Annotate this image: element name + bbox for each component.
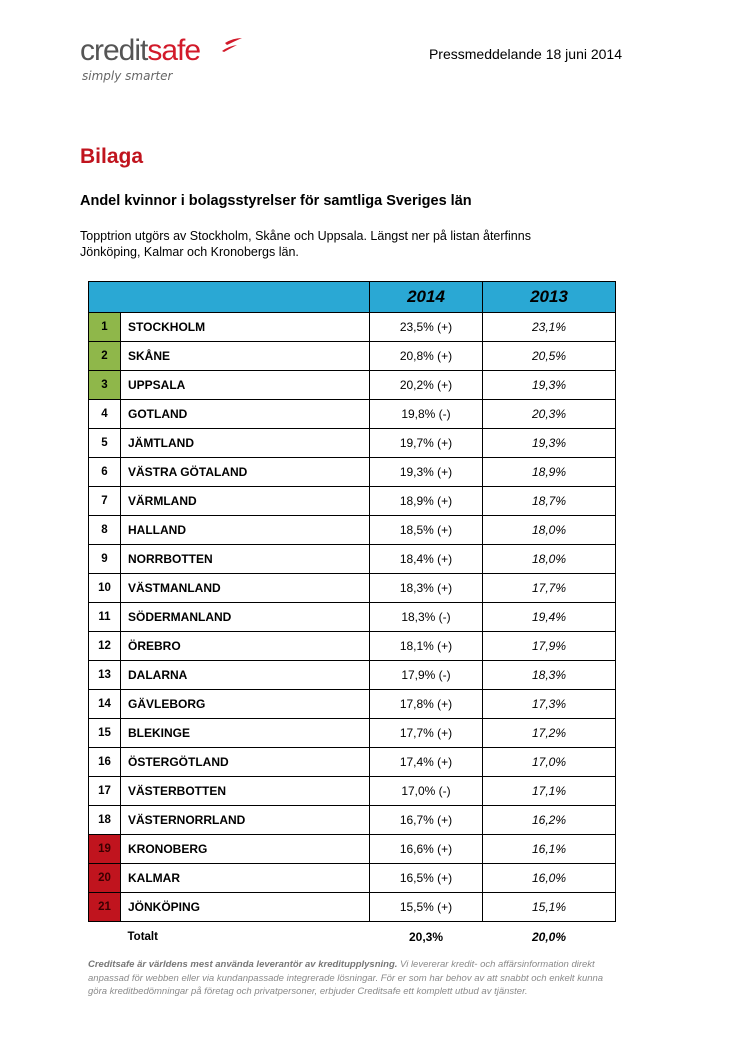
value-2014-cell: 19,3% (+) xyxy=(370,458,483,487)
table-row xyxy=(89,487,616,516)
logo-wordmark: creditsafe xyxy=(80,34,201,67)
table-row xyxy=(89,748,616,777)
table-row xyxy=(89,574,616,603)
county-cell: VÄSTRA GÖTALAND xyxy=(121,458,370,487)
value-2013-cell: 17,2% xyxy=(483,719,616,748)
value-2014-cell: 18,4% (+) xyxy=(370,545,483,574)
county-cell: VÄSTERNORRLAND xyxy=(121,806,370,835)
table-row xyxy=(89,719,616,748)
county-cell: SKÅNE xyxy=(121,342,370,371)
county-cell: ÖREBRO xyxy=(121,632,370,661)
value-2013-cell: 17,3% xyxy=(483,690,616,719)
rank-cell: 12 xyxy=(89,632,121,661)
rank-cell: 7 xyxy=(89,487,121,516)
rank-cell: 21 xyxy=(89,893,121,922)
rank-cell: 4 xyxy=(89,400,121,429)
county-cell: VÄSTMANLAND xyxy=(121,574,370,603)
value-2014-cell: 18,9% (+) xyxy=(370,487,483,516)
county-cell: KALMAR xyxy=(121,864,370,893)
value-2013-cell: 20,5% xyxy=(483,342,616,371)
rank-cell: 6 xyxy=(89,458,121,487)
county-cell: JÖNKÖPING xyxy=(121,893,370,922)
table-row xyxy=(89,603,616,632)
rank-cell: 3 xyxy=(89,371,121,400)
header-2013: 2013 xyxy=(483,282,616,313)
value-2014-cell: 15,5% (+) xyxy=(370,893,483,922)
county-cell: NORRBOTTEN xyxy=(121,545,370,574)
table-row xyxy=(89,458,616,487)
logo-tagline: simply smarter xyxy=(82,69,173,83)
table-row xyxy=(89,632,616,661)
footer-text xyxy=(88,958,618,999)
value-2013-cell: 17,0% xyxy=(483,748,616,777)
value-2014-cell: 16,7% (+) xyxy=(370,806,483,835)
table-row xyxy=(89,777,616,806)
footer-body: Vi levererar kredit- och affärsinformation direkt anpassad för webben eller via kundanpassade integrerade lösningar. För er som har behov av att snabbt och enkelt kunna göra kreditbedömningar på företag och privatpersoner, erbjuder Creditsafe ett komplett utbud av tjänster. xyxy=(88,959,604,997)
value-2013-cell: 16,0% xyxy=(483,864,616,893)
value-2013-cell: 20,3% xyxy=(483,400,616,429)
county-cell: HALLAND xyxy=(121,516,370,545)
value-2013-cell: 17,7% xyxy=(483,574,616,603)
value-2014-cell: 17,8% (+) xyxy=(370,690,483,719)
rank-cell: 19 xyxy=(89,835,121,864)
rank-cell: 9 xyxy=(89,545,121,574)
rank-cell: 1 xyxy=(89,313,121,342)
value-2014-cell: 16,6% (+) xyxy=(370,835,483,864)
value-2013-cell: 18,9% xyxy=(483,458,616,487)
table-row xyxy=(89,864,616,893)
rank-cell: 14 xyxy=(89,690,121,719)
county-ranking-table xyxy=(88,281,616,951)
value-2013-cell: 18,7% xyxy=(483,487,616,516)
county-cell: VÄSTERBOTTEN xyxy=(121,777,370,806)
county-cell: UPPSALA xyxy=(121,371,370,400)
county-cell: GÄVLEBORG xyxy=(121,690,370,719)
value-2013-cell: 18,3% xyxy=(483,661,616,690)
value-2013-cell: 19,3% xyxy=(483,429,616,458)
county-cell: KRONOBERG xyxy=(121,835,370,864)
table-row xyxy=(89,429,616,458)
table-row xyxy=(89,371,616,400)
table-row xyxy=(89,342,616,371)
value-2013-cell: 16,1% xyxy=(483,835,616,864)
rank-cell: 15 xyxy=(89,719,121,748)
table-body xyxy=(89,313,616,922)
value-2013-cell: 18,0% xyxy=(483,545,616,574)
value-2013-cell: 16,2% xyxy=(483,806,616,835)
value-2014-cell: 17,9% (-) xyxy=(370,661,483,690)
rank-cell: 17 xyxy=(89,777,121,806)
value-2014-cell: 20,2% (+) xyxy=(370,371,483,400)
value-2013-cell: 17,9% xyxy=(483,632,616,661)
rank-cell: 18 xyxy=(89,806,121,835)
value-2014-cell: 17,0% (-) xyxy=(370,777,483,806)
value-2013-cell: 23,1% xyxy=(483,313,616,342)
table-row xyxy=(89,313,616,342)
creditsafe-logo xyxy=(80,34,260,86)
table-row xyxy=(89,893,616,922)
table-row xyxy=(89,545,616,574)
value-2014-cell: 18,3% (+) xyxy=(370,574,483,603)
intro-text: Topptrion utgörs av Stockholm, Skåne och Uppsala. Längst ner på listan återfinns Jönköping, Kalmar och Kronobergs län. xyxy=(80,229,531,259)
page-subtitle: Andel kvinnor i bolagsstyrelser för samtliga Sveriges län xyxy=(80,193,472,209)
rank-cell: 13 xyxy=(89,661,121,690)
value-2014-cell: 18,5% (+) xyxy=(370,516,483,545)
header-rank-cell xyxy=(89,282,121,313)
value-2014-cell: 19,7% (+) xyxy=(370,429,483,458)
table-row xyxy=(89,835,616,864)
county-cell: SÖDERMANLAND xyxy=(121,603,370,632)
rank-cell: 5 xyxy=(89,429,121,458)
value-2014-cell: 17,7% (+) xyxy=(370,719,483,748)
value-2014-cell: 23,5% (+) xyxy=(370,313,483,342)
county-cell: DALARNA xyxy=(121,661,370,690)
value-2013-cell: 19,4% xyxy=(483,603,616,632)
rank-cell: 16 xyxy=(89,748,121,777)
value-2013-cell: 17,1% xyxy=(483,777,616,806)
county-cell: STOCKHOLM xyxy=(121,313,370,342)
table-row xyxy=(89,806,616,835)
footer-lead: Creditsafe är världens mest använda leverantör av kreditupplysning. xyxy=(88,959,398,970)
county-cell: JÄMTLAND xyxy=(121,429,370,458)
county-cell: ÖSTERGÖTLAND xyxy=(121,748,370,777)
table-row xyxy=(89,661,616,690)
logo-swoosh-icon xyxy=(221,37,243,53)
table-row xyxy=(89,690,616,719)
value-2014-cell: 20,8% (+) xyxy=(370,342,483,371)
county-cell: BLEKINGE xyxy=(121,719,370,748)
total-rank-cell xyxy=(89,922,121,952)
rank-cell: 8 xyxy=(89,516,121,545)
rank-cell: 20 xyxy=(89,864,121,893)
total-label: Totalt xyxy=(127,930,158,943)
table-row xyxy=(89,400,616,429)
county-cell: VÄRMLAND xyxy=(121,487,370,516)
total-row xyxy=(89,922,616,952)
rank-cell: 10 xyxy=(89,574,121,603)
value-2014-cell: 16,5% (+) xyxy=(370,864,483,893)
table-row xyxy=(89,516,616,545)
table-header-row xyxy=(89,282,616,313)
total-2014: 20,3% xyxy=(408,929,444,944)
value-2014-cell: 18,3% (-) xyxy=(370,603,483,632)
value-2014-cell: 19,8% (-) xyxy=(370,400,483,429)
total-2013: 20,0% xyxy=(531,929,567,944)
county-cell: GOTLAND xyxy=(121,400,370,429)
value-2014-cell: 17,4% (+) xyxy=(370,748,483,777)
header-2014: 2014 xyxy=(370,282,483,313)
value-2014-cell: 18,1% (+) xyxy=(370,632,483,661)
value-2013-cell: 18,0% xyxy=(483,516,616,545)
page-title: Bilaga xyxy=(80,145,144,168)
header-county-cell xyxy=(121,282,370,313)
rank-cell: 11 xyxy=(89,603,121,632)
value-2013-cell: 19,3% xyxy=(483,371,616,400)
rank-cell: 2 xyxy=(89,342,121,371)
value-2013-cell: 15,1% xyxy=(483,893,616,922)
press-release-date: Pressmeddelande 18 juni 2014 xyxy=(428,46,622,62)
